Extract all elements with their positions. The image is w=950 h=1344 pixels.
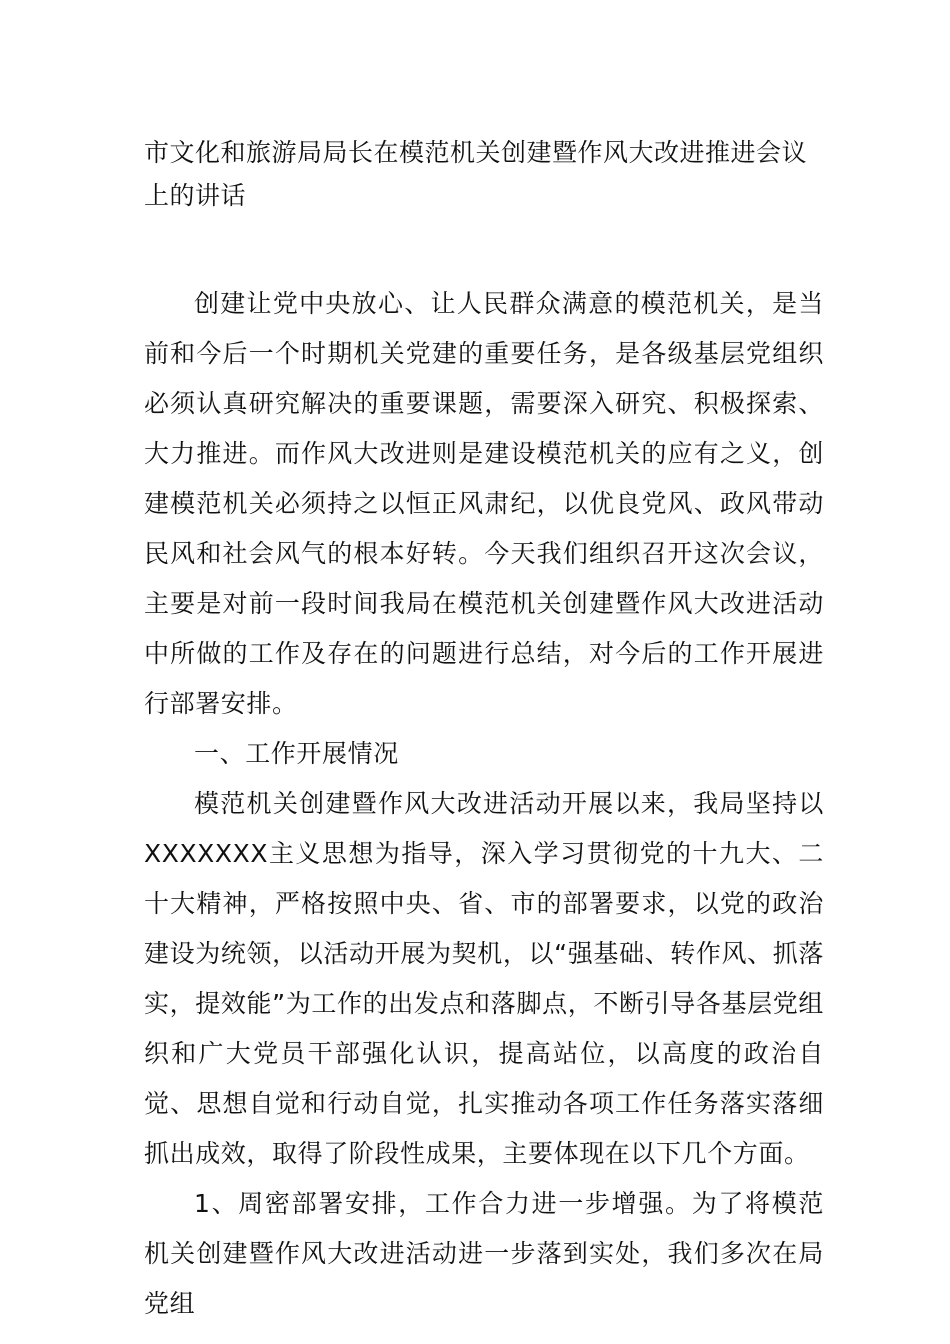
paragraph-item-1: 1、周密部署安排，工作合力进一步增强。为了将模范机关创建暨作风大改进活动进一步落到实处，我们多次在局党组: [144, 1189, 824, 1318]
document-title: 市文化和旅游局局长在模范机关创建暨作风大改进推进会议上的讲话: [144, 138, 808, 210]
paragraph-intro: 创建让党中央放心、让人民群众满意的模范机关，是当前和今后一个时期机关党建的重要任务，是各级基层党组织必须认真研究解决的重要课题，需要深入研究、积极探索、大力推进。而作风大改进则是建设模范机关的应有之义，创建模范机关必须持之以恒正风肃纪，以优良党风、政风带动民风和社会风气的根本好转。今天我们组织召开这次会议，主要是对前一段时间我局在模范机关创建暨作风大改进活动中所做的工作及存在的问题进行总结，对今后的工作开展进行部署安排。: [144, 289, 824, 718]
section-heading-work-status: 一、工作开展情况: [194, 739, 399, 768]
paragraph-work-overview: 模范机关创建暨作风大改进活动开展以来，我局坚持以XXXXXXX主义思想为指导，深入学习贯彻党的十九大、二十大精神，严格按照中央、省、市的部署要求，以党的政治建设为统领，以活动开展为契机，以“强基础、转作风、抓落实，提效能”为工作的出发点和落脚点，不断引导各基层党组织和广大党员干部强化认识，提高站位，以高度的政治自觉、思想自觉和行动自觉，扎实推动各项工作任务落实落细抓出成效，取得了阶段性成果，主要体现在以下几个方面。: [144, 789, 824, 1168]
document-body: [144, 279, 824, 1329]
